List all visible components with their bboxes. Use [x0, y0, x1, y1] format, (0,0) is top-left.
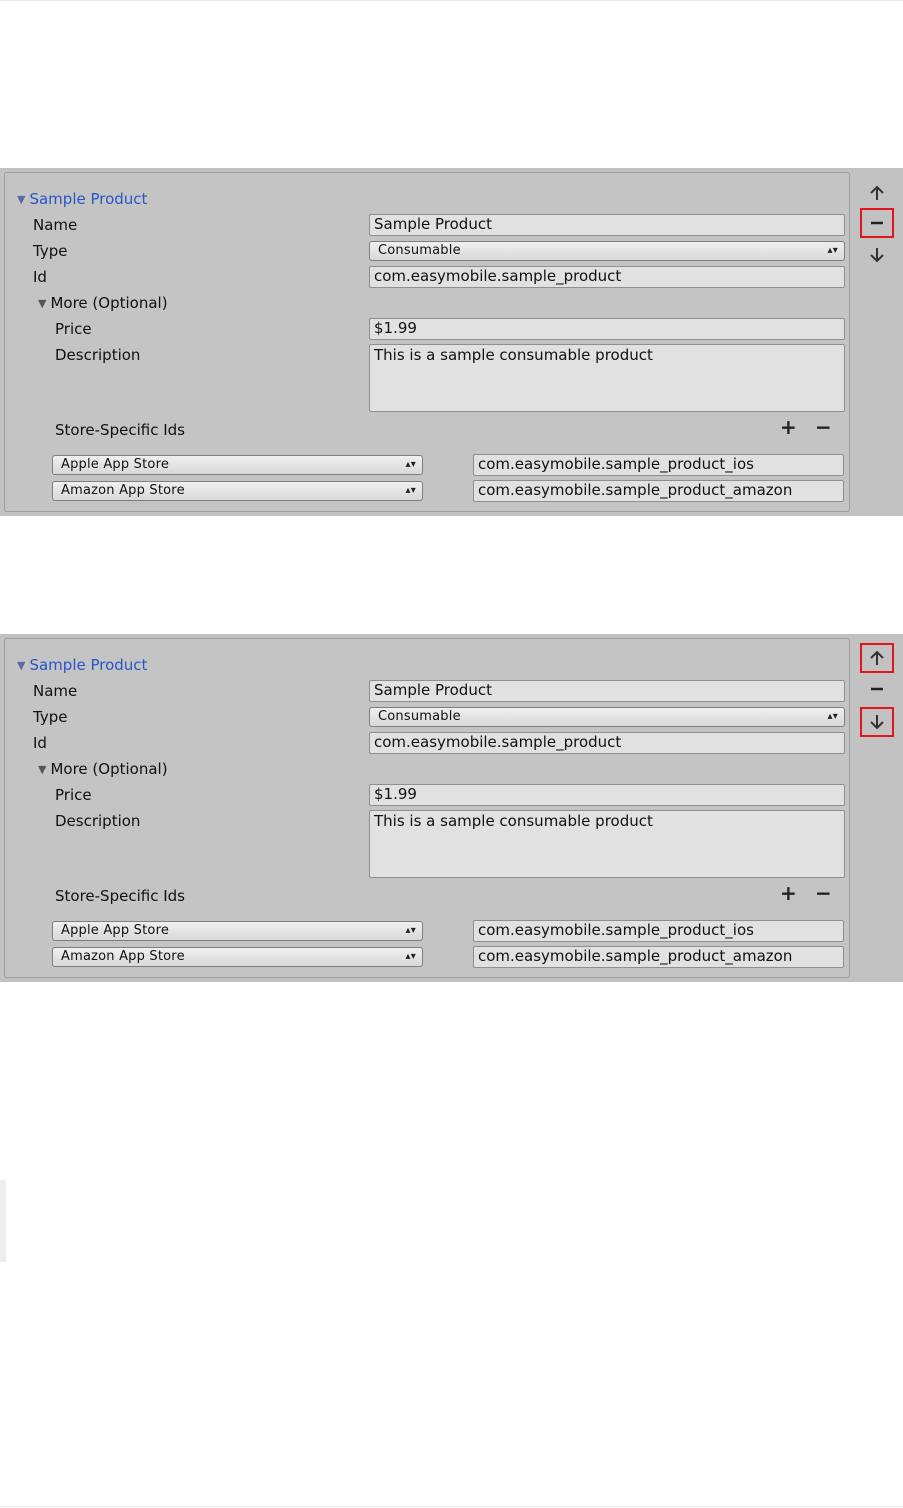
store-specific-ids-label: Store-Specific Ids — [55, 421, 185, 439]
id-field[interactable]: com.easymobile.sample_product — [369, 266, 845, 288]
description-label: Description — [55, 346, 141, 364]
store-id-field[interactable]: com.easymobile.sample_product_ios — [473, 920, 844, 942]
price-label: Price — [55, 786, 92, 804]
bottom-divider — [0, 1506, 903, 1507]
up-down-arrows-icon: ▴▾ — [827, 245, 838, 256]
move-down-button[interactable] — [860, 707, 894, 737]
product-panel — [4, 172, 850, 512]
arrow-down-icon — [868, 713, 886, 731]
store-id-field[interactable]: com.easymobile.sample_product_amazon — [473, 480, 844, 502]
name-label: Name — [33, 216, 78, 234]
type-label: Type — [33, 708, 68, 726]
type-dropdown[interactable] — [369, 241, 845, 261]
product-panel — [4, 638, 850, 978]
store-dropdown[interactable] — [52, 481, 423, 501]
move-down-button[interactable] — [860, 240, 894, 270]
store-dropdown-value: Apple App Store — [61, 457, 170, 472]
move-up-button[interactable] — [860, 643, 894, 673]
triangle-down-icon: ▼ — [17, 659, 26, 672]
arrow-up-icon — [868, 184, 886, 202]
page-margin-block — [0, 1180, 6, 1262]
add-store-id-button[interactable]: + — [780, 881, 797, 905]
product-foldout[interactable] — [17, 656, 147, 676]
description-label: Description — [55, 812, 141, 830]
remove-product-button[interactable] — [860, 208, 894, 238]
name-label: Name — [33, 682, 78, 700]
type-dropdown[interactable] — [369, 707, 845, 727]
store-dropdown-value: Amazon App Store — [61, 949, 185, 964]
price-field[interactable]: $1.99 — [369, 784, 845, 806]
remove-store-id-button[interactable]: − — [815, 881, 832, 905]
remove-product-button[interactable] — [860, 674, 894, 704]
triangle-down-icon: ▼ — [17, 193, 26, 206]
store-dropdown-value: Amazon App Store — [61, 483, 185, 498]
more-optional-foldout[interactable] — [38, 760, 168, 780]
id-field[interactable]: com.easymobile.sample_product — [369, 732, 845, 754]
move-up-button[interactable] — [860, 178, 894, 208]
type-dropdown-value: Consumable — [378, 243, 461, 258]
inspector-screenshot-1 — [0, 168, 903, 516]
more-optional-label: More (Optional) — [50, 760, 168, 778]
foldout-title: Sample Product — [29, 656, 148, 674]
triangle-down-icon: ▼ — [38, 763, 47, 776]
arrow-up-icon — [868, 649, 886, 667]
minus-icon — [868, 680, 886, 698]
type-label: Type — [33, 242, 68, 260]
id-label: Id — [33, 268, 47, 286]
remove-store-id-button[interactable]: − — [815, 415, 832, 439]
up-down-arrows-icon: ▴▾ — [405, 485, 416, 496]
store-dropdown[interactable] — [52, 455, 423, 475]
price-field[interactable]: $1.99 — [369, 318, 845, 340]
up-down-arrows-icon: ▴▾ — [405, 951, 416, 962]
name-field[interactable]: Sample Product — [369, 680, 845, 702]
arrow-down-icon — [868, 246, 886, 264]
store-dropdown[interactable] — [52, 947, 423, 967]
inspector-screenshot-2 — [0, 634, 903, 982]
up-down-arrows-icon: ▴▾ — [405, 459, 416, 470]
minus-icon — [868, 214, 886, 232]
id-label: Id — [33, 734, 47, 752]
store-specific-ids-label: Store-Specific Ids — [55, 887, 185, 905]
description-textarea[interactable]: This is a sample consumable product — [369, 344, 845, 412]
add-store-id-button[interactable]: + — [780, 415, 797, 439]
foldout-title: Sample Product — [29, 190, 148, 208]
top-divider — [0, 0, 903, 1]
more-optional-label: More (Optional) — [50, 294, 168, 312]
store-id-field[interactable]: com.easymobile.sample_product_amazon — [473, 946, 844, 968]
type-dropdown-value: Consumable — [378, 709, 461, 724]
up-down-arrows-icon: ▴▾ — [405, 925, 416, 936]
store-id-field[interactable]: com.easymobile.sample_product_ios — [473, 454, 844, 476]
name-field[interactable]: Sample Product — [369, 214, 845, 236]
store-dropdown[interactable] — [52, 921, 423, 941]
description-textarea[interactable]: This is a sample consumable product — [369, 810, 845, 878]
product-foldout[interactable] — [17, 190, 147, 210]
more-optional-foldout[interactable] — [38, 294, 168, 314]
price-label: Price — [55, 320, 92, 338]
triangle-down-icon: ▼ — [38, 297, 47, 310]
store-dropdown-value: Apple App Store — [61, 923, 170, 938]
up-down-arrows-icon: ▴▾ — [827, 711, 838, 722]
